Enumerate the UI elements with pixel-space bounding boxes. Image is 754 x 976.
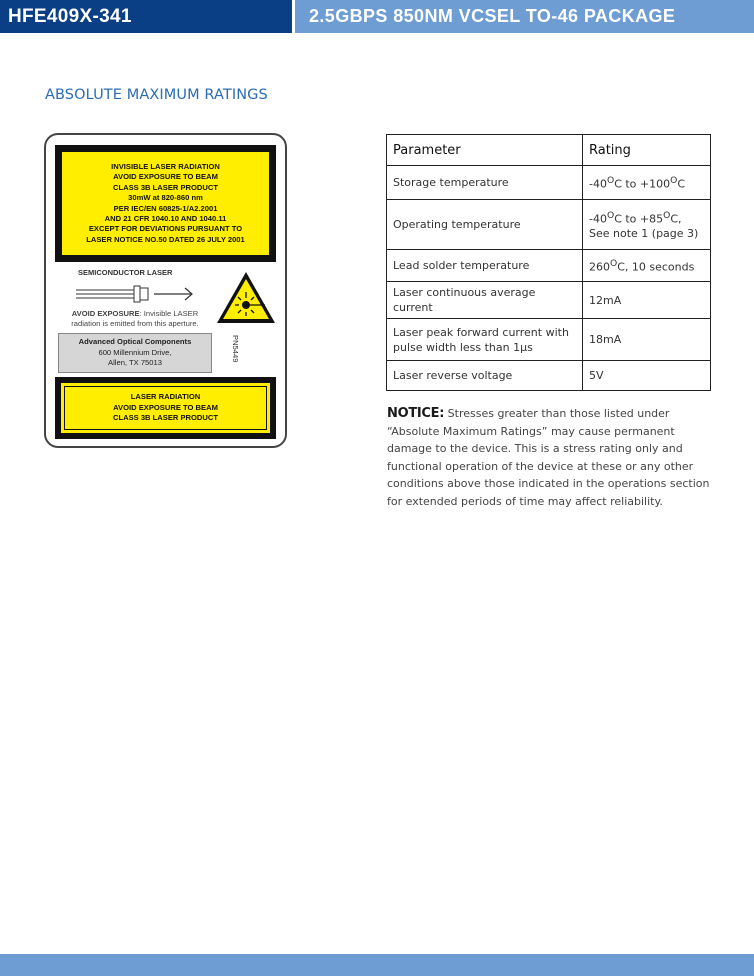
section-title: ABSOLUTE MAXIMUM RATINGS xyxy=(45,87,268,103)
rating-cell: 5V xyxy=(583,361,711,391)
parameter-cell: Laser peak forward current with pulse width less than 1µs xyxy=(387,319,583,361)
warning-line: LASER NOTICE NO.50 DATED 26 JULY 2001 xyxy=(86,234,245,244)
table-header-row xyxy=(387,135,711,166)
laser-hazard-icon xyxy=(215,270,277,326)
header-product-title: 2.5GBPS 850NM VCSEL TO-46 PACKAGE xyxy=(295,0,754,33)
notice-text: Stresses greater than those listed under “Absolute Maximum Ratings” may cause permanent damage to the device. This is a stress rating only and functional operation of the device at these or any other conditions above those indicated in the operations section for extended periods of time may affect reliability. xyxy=(387,407,710,508)
parameter-cell: Laser reverse voltage xyxy=(387,361,583,391)
warning-line: AVOID EXPOSURE TO BEAM xyxy=(113,172,218,182)
rating-cell: $260^OC$, 10 seconds xyxy=(583,250,711,282)
rating-cell: 18mA xyxy=(583,319,711,361)
table-header-parameter: Parameter xyxy=(387,135,583,166)
top-warning-text xyxy=(62,152,269,255)
company-address-box xyxy=(58,333,212,373)
table-row xyxy=(387,200,711,250)
table-row xyxy=(387,361,711,391)
rating-cell: 12mA xyxy=(583,282,711,319)
top-warning-box xyxy=(55,145,276,262)
laser-diode-icon xyxy=(74,279,204,309)
bottom-warning-box xyxy=(55,377,276,439)
company-name: Advanced Optical Components xyxy=(78,337,192,346)
table-row xyxy=(387,282,711,319)
rating-cell: $-40^OC$ to $+85^OC$, See note 1 (page 3) xyxy=(583,200,711,250)
table-header-rating: Rating xyxy=(583,135,711,166)
warning-line: EXCEPT FOR DEVIATIONS PURSUANT TO xyxy=(88,224,243,234)
ratings-table xyxy=(386,134,711,391)
company-address-line2: Allen, TX 75013 xyxy=(108,358,162,367)
notice-paragraph xyxy=(387,405,712,511)
table-row xyxy=(387,250,711,282)
warning-line: CLASS 3B LASER PRODUCT xyxy=(112,182,219,192)
parameter-cell: Operating temperature xyxy=(387,200,583,250)
header-part-number: HFE409X-341 xyxy=(0,0,292,33)
semiconductor-laser-label: SEMICONDUCTOR LASER xyxy=(78,268,173,277)
avoid-exposure-line2: radiation is emitted from this aperture. xyxy=(71,319,199,328)
warning-line: AND 21 CFR 1040.10 AND 1040.11 xyxy=(104,213,227,223)
parameter-cell: Lead solder temperature xyxy=(387,250,583,282)
parameter-cell: Laser continuous average current xyxy=(387,282,583,319)
bottom-warning-frame xyxy=(64,386,267,430)
laser-label-figure xyxy=(44,133,287,448)
company-address-line1: 600 Millennium Drive, xyxy=(98,347,172,357)
table-row xyxy=(387,319,711,361)
warning-line: LASER RADIATION xyxy=(130,392,201,402)
avoid-exposure-text: : Invisible LASER xyxy=(139,309,199,318)
parameter-cell: Storage temperature xyxy=(387,166,583,200)
avoid-exposure-bold: AVOID EXPOSURE xyxy=(71,309,140,318)
footer-bar xyxy=(0,954,754,976)
table-row xyxy=(387,166,711,200)
rating-cell: $-40^OC$ to $+100^OC$ xyxy=(583,166,711,200)
warning-line: 30mW at 820-860 nm xyxy=(128,193,203,203)
arrow-right-icon xyxy=(154,288,192,300)
warning-line: AVOID EXPOSURE TO BEAM xyxy=(113,402,218,412)
warning-line: PER IEC/EN 60825-1/A2.2001 xyxy=(113,203,218,213)
notice-heading: NOTICE: xyxy=(387,406,445,421)
warning-line: CLASS 3B LASER PRODUCT xyxy=(112,413,219,423)
part-code: PN5449 xyxy=(231,335,240,363)
warning-line: INVISIBLE LASER RADIATION xyxy=(111,161,220,171)
bottom-warning-text xyxy=(61,383,270,433)
avoid-exposure-note xyxy=(60,309,210,329)
